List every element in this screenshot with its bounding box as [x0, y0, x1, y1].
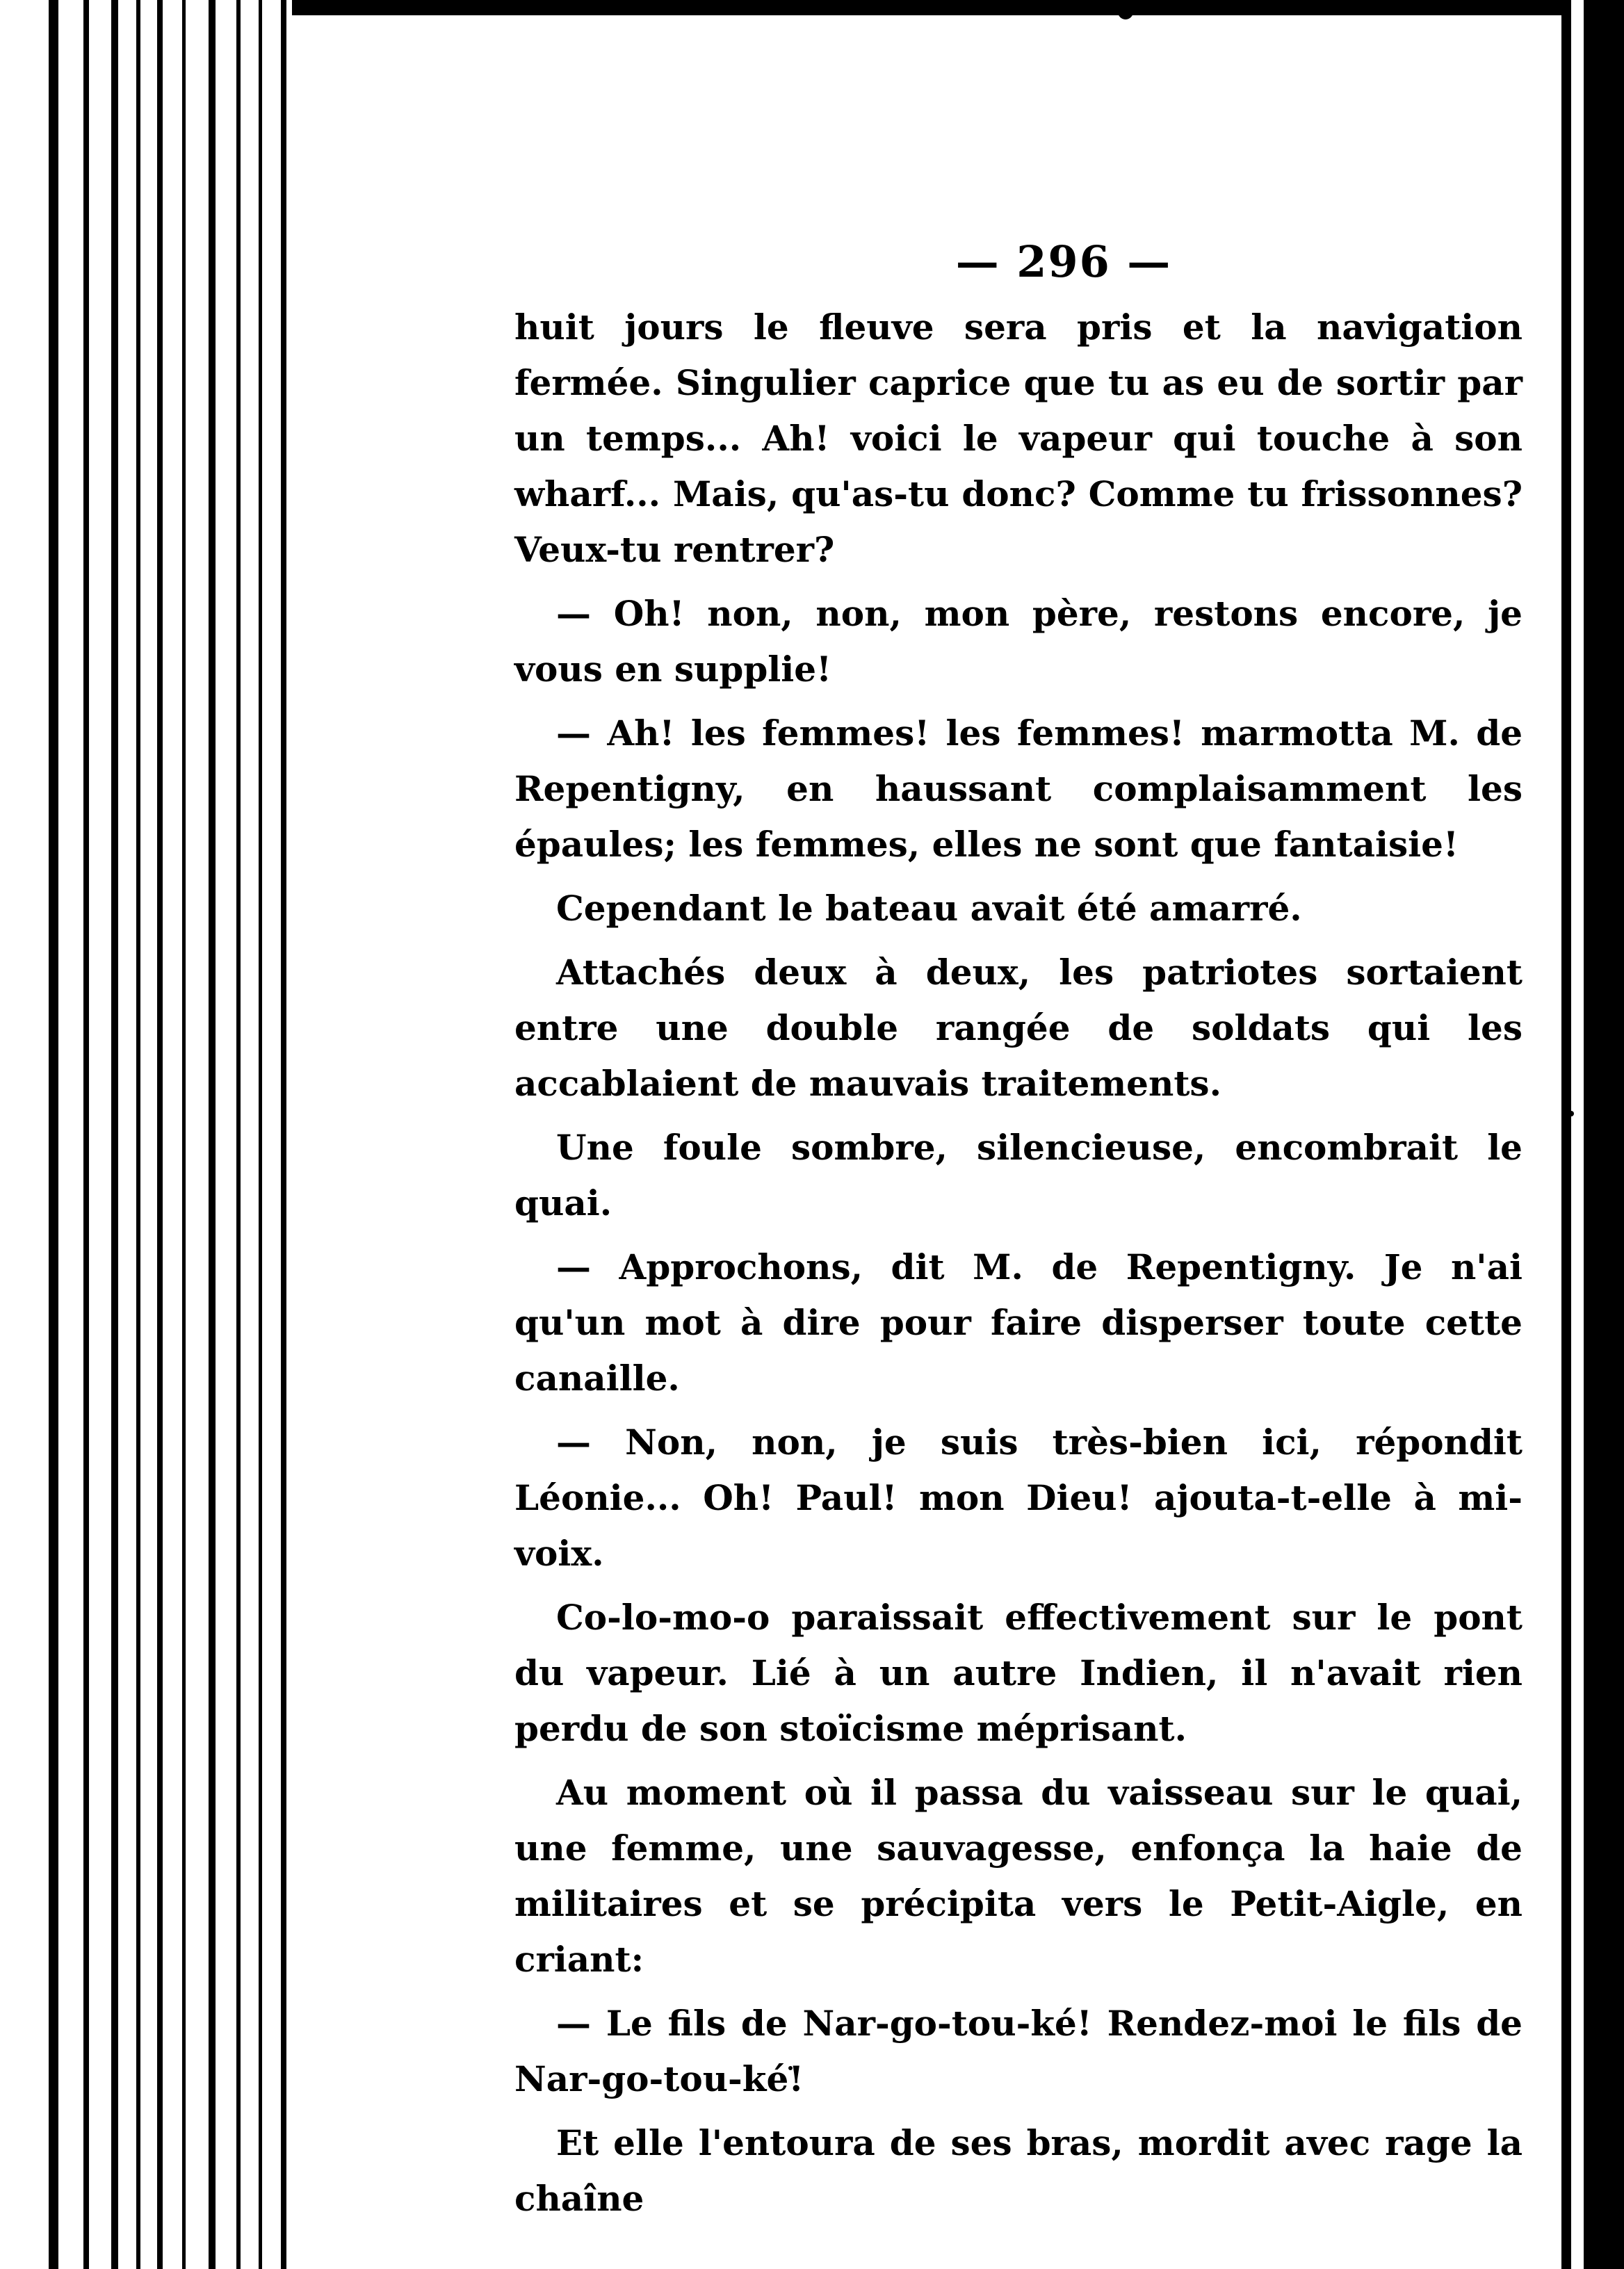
- page-edge-line: [83, 0, 89, 2269]
- paragraph: — Le fils de Nar-go-tou-ké! Rendez-moi le fils de Nar-go-tou-ké!: [514, 2003, 1522, 2099]
- page-edge-line: [157, 0, 163, 2269]
- page-edge-line: [259, 0, 262, 2269]
- page-right-edge: [1561, 0, 1571, 2269]
- page-edge-line: [111, 0, 118, 2269]
- paragraph: — Ah! les femmes! les femmes! marmotta M. de Repentigny, en haussant complaisamment les épaules; les femmes, elles ne sont que fantaisie!: [514, 713, 1522, 865]
- page-body: [514, 300, 1522, 2227]
- paragraph: — Non, non, je suis très-bien ici, répondit Léonie... Oh! Paul! mon Dieu! ajouta-t-elle à mi-voix.: [514, 1422, 1522, 1574]
- page-edge-line: [136, 0, 140, 2269]
- page-right-gap: [1571, 0, 1584, 2269]
- paragraph: Au moment où il passa du vaisseau sur le quai, une femme, une sauvagesse, enfonça la haie de militaires et se précipita vers le Petit-Aigle, en criant:: [514, 1772, 1522, 1980]
- page-right-border: [1584, 0, 1624, 2269]
- paragraph: Co-lo-mo-o paraissait effectivement sur le pont du vapeur. Lié à un autre Indien, il n'avait rien perdu de son stoïcisme méprisant.: [514, 1597, 1522, 1749]
- page-edge-line: [182, 0, 186, 2269]
- paragraph: huit jours le fleuve sera pris et la navigation fermée. Singulier caprice que tu as eu de sortir par un temps... Ah! voici le vapeur qui touche à son wharf... Mais, qu'as-tu donc? Comme tu frissonnes? Veux-tu rentrer?: [514, 307, 1522, 570]
- page-edge-line: [236, 0, 241, 2269]
- paragraph: Attachés deux à deux, les patriotes sortaient entre une double rangée de soldats qui les accablaient de mauvais traitements.: [514, 952, 1522, 1104]
- scan-speck: [1118, 4, 1133, 19]
- page-edge-line: [49, 0, 58, 2269]
- book-page-edges: [0, 0, 292, 2269]
- paragraph: Une foule sombre, silencieuse, encombrait le quai.: [514, 1127, 1522, 1223]
- paragraph: Cependant le bateau avait été amarré.: [556, 888, 1302, 929]
- paragraph: Et elle l'entoura de ses bras, mordit avec rage la chaîne: [514, 2122, 1522, 2219]
- book-page: [514, 236, 1522, 2235]
- page-number: — 296 —: [955, 236, 1172, 287]
- paragraph: — Approchons, dit M. de Repentigny. Je n'ai qu'un mot à dire pour faire disperser toute cette canaille.: [514, 1246, 1522, 1399]
- paragraph: — Oh! non, non, mon père, restons encore, je vous en supplie!: [514, 593, 1522, 690]
- scan-speck: [1568, 1111, 1574, 1116]
- page-edge-line: [281, 0, 286, 2269]
- page-edge-line: [209, 0, 216, 2269]
